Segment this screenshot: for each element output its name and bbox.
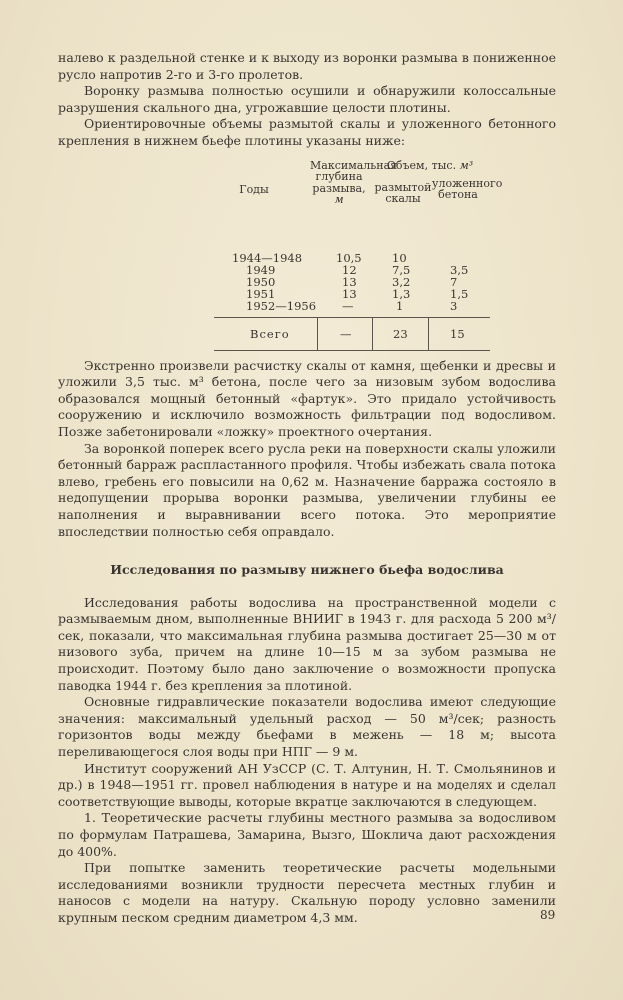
paragraph: Экстренно произвели расчистку скалы от камня, щебенки и дресвы и уложили 3,5 тыс. м³ бетона, после чего за низовым зубом водослива образовался мощный бетонный «фартук». Это придало устойчивость сооружению и исключило возможность фильтрации под водосливом. Позже забетонировали «ложку» проектного очертания.: [58, 357, 556, 439]
paragraph: Институт сооружений АН УзССР (С. Т. Алтунин, Н. Т. Смольянинов и др.) в 1948—1951 гг. провел наблюдения в натуре и на моделях и сделал соответствующие выводы, которые вкратце заключаются в следующем.: [58, 760, 556, 809]
cell-concrete: 3,5: [450, 262, 469, 277]
paragraph: Основные гидравлические показатели водослива имеют следующие значения: максимальный удельный расход — 50 м³/сек; разность горизонтов воды между бьефами в межень — 18 м; высота переливающегося слоя воды при НПГ — 9 м.: [58, 694, 556, 760]
cell-rock: 1: [396, 298, 404, 313]
section-heading: Исследования по размыву нижнего бьефа водослива: [110, 562, 504, 578]
cell-concrete: 15: [450, 326, 465, 341]
header-depth-unit: м: [334, 193, 344, 207]
table-total-row: [110, 328, 550, 340]
table-row: [110, 276, 550, 288]
paragraph: 1. Теоретические расчеты глубины местного размыва за водосливом по формулам Патрашева, Замарина, Вызго, Шоклича дают расхождения до 400%.: [58, 810, 556, 859]
header-rock: размытой скалы: [374, 180, 432, 206]
body-text: [58, 50, 556, 927]
cell-year: 1952—1956: [246, 298, 317, 313]
paragraph-continuation: налево к раздельной стенке и к выходу из воронки размыва в пониженное русло напротив 2-го и 3-го пролетов.: [58, 50, 556, 82]
table-rule-bottom: [214, 350, 490, 351]
header-depth: Максимальная глубина размыва, м: [310, 158, 398, 207]
paragraph: При попытке заменить теоретические расчеты модельными исследованиями возникли трудности пересчета местных глубин и наносов с модели на натуру. Скальную породу условно заменили крупным песком средним диаметром 4,3 мм.: [58, 860, 556, 925]
cell-depth: —: [342, 298, 354, 313]
table-rule-top: [214, 317, 490, 318]
cell-rock: 7,5: [392, 262, 411, 277]
paragraph: Воронку размыва полностью осушили и обнаружили колоссальные разрушения скального дна, угрожавшие целости плотины.: [58, 83, 556, 115]
header-volume: Объем, тыс. м³: [386, 158, 474, 172]
cell-concrete: 7: [450, 274, 458, 289]
paragraph: Ориентировочные объемы размытой скалы и уложенного бетонного крепления в нижнем бьефе плотины указаны ниже:: [58, 116, 556, 148]
cell-depth: 13: [342, 286, 357, 301]
cell-year: 1949: [246, 262, 276, 277]
cell-depth: —: [340, 326, 352, 341]
paragraph: Исследования работы водослива на пространственной модели с размываемым дном, выполненные ВНИИГ в 1943 г. для расхода 5 200 м³/сек, показали, что максимальная глубина размыва достигает 25—30 м от низового зуба, причем на длине 10—15 м за зубом размыва не происходит. Поэтому было дано заключение о возможности пропуска паводка 1944 г. без крепления за плотиной.: [58, 594, 556, 693]
cell-rock: 1,3: [392, 286, 411, 301]
cell-total-label: Всего: [250, 326, 290, 341]
header-concrete: уложенного бетона: [432, 176, 503, 202]
table-row: [110, 252, 550, 264]
table-row: [110, 300, 550, 312]
cell-rock: 3,2: [392, 274, 411, 289]
header-years: Годы: [239, 182, 269, 196]
cell-year: 1951: [246, 286, 276, 301]
cell-depth: 10,5: [336, 250, 362, 265]
page-number: 89: [540, 908, 556, 922]
cell-concrete: 1,5: [450, 286, 469, 301]
cell-concrete: 3: [450, 298, 458, 313]
cell-depth: 12: [342, 262, 357, 277]
cell-rock: 10: [392, 250, 407, 265]
header-volume-unit: м³: [459, 158, 474, 172]
cell-year: 1944—1948: [232, 250, 303, 265]
cell-rock: 23: [393, 326, 408, 341]
table-row: [110, 288, 550, 300]
volumes-table: [110, 154, 550, 352]
cell-year: 1950: [246, 274, 276, 289]
cell-depth: 13: [342, 274, 357, 289]
table-row: [110, 264, 550, 276]
paragraph: За воронкой поперек всего русла реки на поверхности скалы уложили бетонный барраж распластанного профиля. Чтобы избежать свала потока влево, гребень его повысили на 0,62 м. Назначение барража состояло в недопущении прорыва воронки размыва, увеличении глубины ее наполнения и выравнивании всего потока. Это мероприятие впоследствии полностью себя оправдало.: [58, 440, 556, 539]
